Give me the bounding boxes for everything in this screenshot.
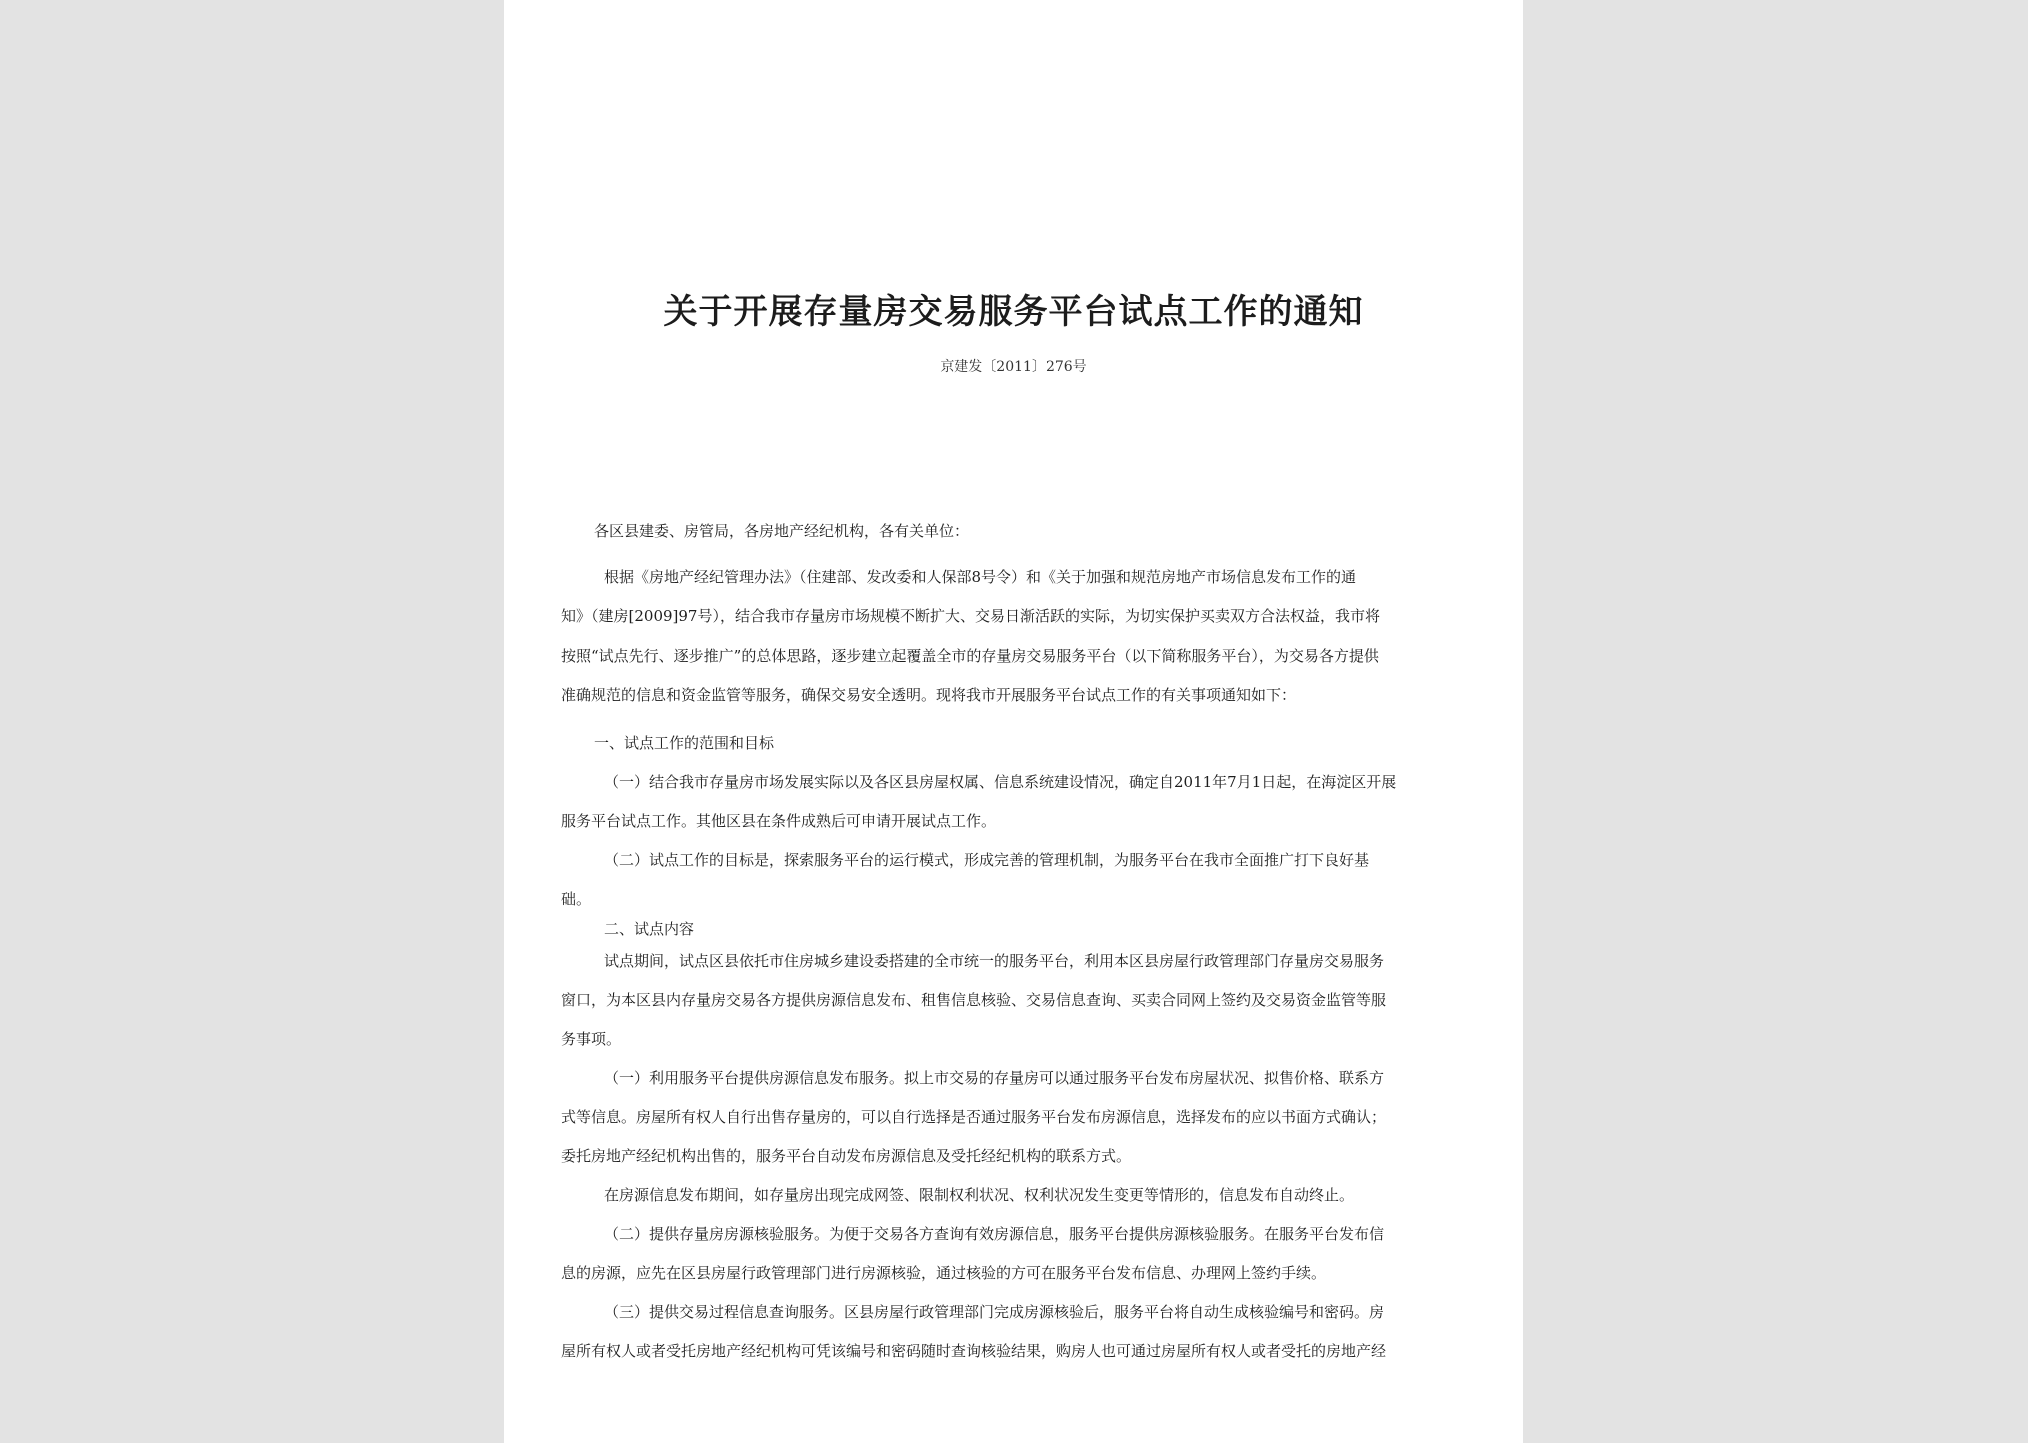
paragraph-line: （三）提供交易过程信息查询服务。区县房屋行政管理部门完成房源核验后，服务平台将自动生成核验编号和密码。房 bbox=[604, 1303, 1385, 1321]
paragraph-line: 委托房地产经纪机构出售的，服务平台自动发布房源信息及受托经纪机构的联系方式。 bbox=[561, 1147, 1132, 1165]
salutation-line: 各区县建委、房管局，各房地产经纪机构，各有关单位： bbox=[594, 522, 970, 540]
paragraph-line: 准确规范的信息和资金监管等服务，确保交易安全透明。现将我市开展服务平台试点工作的有关事项通知如下： bbox=[561, 686, 1297, 704]
document-page bbox=[504, 0, 1523, 1443]
paragraph-line: （一）利用服务平台提供房源信息发布服务。拟上市交易的存量房可以通过服务平台发布房屋状况、拟售价格、联系方 bbox=[604, 1069, 1385, 1087]
paragraph-line: （一）结合我市存量房市场发展实际以及各区县房屋权属、信息系统建设情况，确定自2011年7月1日起，在海淀区开展 bbox=[604, 773, 1397, 791]
paragraph-line: 息的房源，应先在区县房屋行政管理部门进行房源核验，通过核验的方可在服务平台发布信息、办理网上签约手续。 bbox=[561, 1264, 1327, 1282]
paragraph-line: 屋所有权人或者受托房地产经纪机构可凭该编号和密码随时查询核验结果，购房人也可通过房屋所有权人或者受托的房地产经 bbox=[561, 1342, 1387, 1360]
paragraph-line: （二）试点工作的目标是，探索服务平台的运行模式，形成完善的管理机制，为服务平台在我市全面推广打下良好基 bbox=[604, 851, 1370, 869]
paragraph-line: 知》（建房[2009]97号），结合我市存量房市场规模不断扩大、交易日渐活跃的实际，为切实保护买卖双方合法权益，我市将 bbox=[561, 607, 1380, 625]
paragraph-line: （二）提供存量房房源核验服务。为便于交易各方查询有效房源信息，服务平台提供房源核验服务。在服务平台发布信 bbox=[604, 1225, 1385, 1243]
paragraph-line: 务事项。 bbox=[561, 1030, 622, 1048]
section-heading: 一、试点工作的范围和目标 bbox=[594, 734, 775, 752]
page-title: 关于开展存量房交易服务平台试点工作的通知 bbox=[663, 292, 1364, 332]
paragraph-line: 根据《房地产经纪管理办法》（住建部、发改委和人保部8号令）和《关于加强和规范房地产市场信息发布工作的通 bbox=[604, 568, 1357, 586]
section-heading: 二、试点内容 bbox=[604, 920, 695, 938]
paragraph-line: 服务平台试点工作。其他区县在条件成熟后可申请开展试点工作。 bbox=[561, 812, 997, 830]
paragraph-line: 按照“试点先行、逐步推广”的总体思路，逐步建立起覆盖全市的存量房交易服务平台（以下简称服务平台），为交易各方提供 bbox=[561, 647, 1379, 665]
paragraph-line: 式等信息。房屋所有权人自行出售存量房的，可以自行选择是否通过服务平台发布房源信息，选择发布的应以书面方式确认； bbox=[561, 1108, 1387, 1126]
document-number: 京建发〔2011〕276号 bbox=[940, 359, 1087, 375]
paragraph-line: 窗口，为本区县内存量房交易各方提供房源信息发布、租售信息核验、交易信息查询、买卖合同网上签约及交易资金监管等服 bbox=[561, 991, 1387, 1009]
paragraph-line: 础。 bbox=[561, 890, 592, 908]
paragraph-line: 试点期间，试点区县依托市住房城乡建设委搭建的全市统一的服务平台，利用本区县房屋行政管理部门存量房交易服务 bbox=[604, 952, 1385, 970]
paragraph-line: 在房源信息发布期间，如存量房出现完成网签、限制权利状况、权利状况发生变更等情形的，信息发布自动终止。 bbox=[604, 1186, 1355, 1204]
